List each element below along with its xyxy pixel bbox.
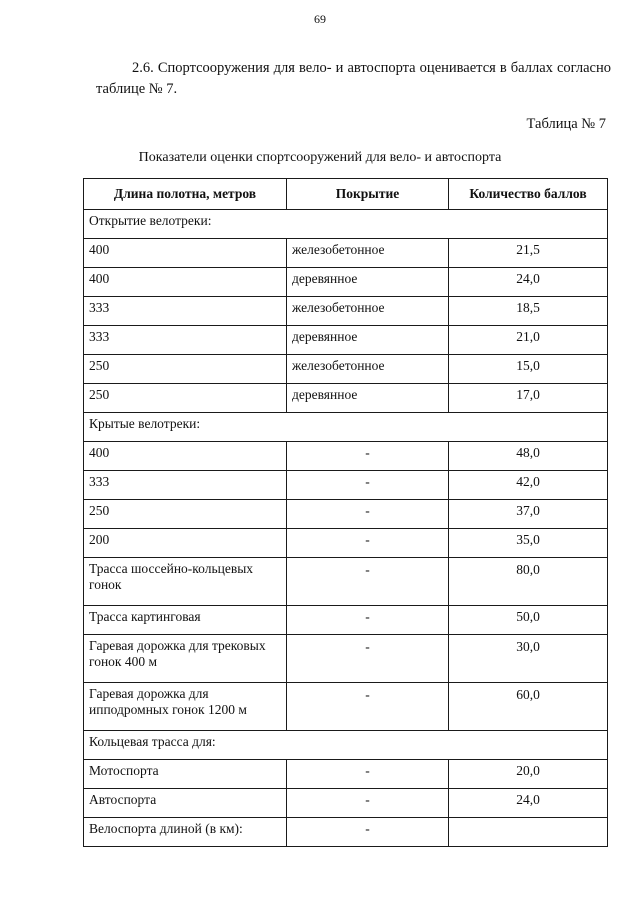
cell-cover: железобетонное: [287, 297, 449, 326]
cell-cover: -: [287, 789, 449, 818]
cell-length: 400: [84, 268, 287, 297]
scoring-table: [83, 178, 608, 847]
cell-cover: -: [287, 529, 449, 558]
cell-cover: -: [287, 558, 449, 606]
cell-points: [449, 818, 608, 847]
cell-points: 20,0: [449, 760, 608, 789]
cell-length: 250: [84, 500, 287, 529]
section-covered-tracks: Крытые велотреки:: [84, 413, 608, 442]
cell-length: Автоспорта: [84, 789, 287, 818]
cell-length: Велоспорта длиной (в км):: [84, 818, 287, 847]
cell-cover: -: [287, 442, 449, 471]
cell-points: 24,0: [449, 268, 608, 297]
cell-cover: -: [287, 500, 449, 529]
cell-points: 18,5: [449, 297, 608, 326]
table-caption: Показатели оценки спортсооружений для вело- и автоспорта: [138, 150, 502, 165]
cell-cover: -: [287, 760, 449, 789]
cell-length: 400: [84, 239, 287, 268]
cell-cover: деревянное: [287, 268, 449, 297]
table-row: [84, 529, 608, 558]
cell-cover: -: [287, 471, 449, 500]
cell-cover: железобетонное: [287, 355, 449, 384]
page-number: 69: [314, 12, 326, 26]
cell-points: 37,0: [449, 500, 608, 529]
cell-length: 250: [84, 355, 287, 384]
cell-cover: деревянное: [287, 326, 449, 355]
cell-cover: -: [287, 606, 449, 635]
header-length: Длина полотна, метров: [84, 179, 287, 210]
table-row: [84, 760, 608, 789]
table-row: [84, 606, 608, 635]
table-row: [84, 355, 608, 384]
cell-points: 80,0: [449, 558, 608, 606]
cell-length: 333: [84, 326, 287, 355]
table-row: [84, 239, 608, 268]
cell-cover: -: [287, 683, 449, 731]
table-row: [84, 471, 608, 500]
cell-cover: -: [287, 818, 449, 847]
table-row: [84, 442, 608, 471]
table-row: [84, 818, 608, 847]
cell-points: 24,0: [449, 789, 608, 818]
table-row: [84, 635, 608, 683]
cell-cover: -: [287, 635, 449, 683]
table-label: Таблица № 7: [526, 116, 606, 132]
cell-points: 17,0: [449, 384, 608, 413]
cell-points: 48,0: [449, 442, 608, 471]
cell-length: Трасса шоссейно-кольцевых гонок: [84, 558, 287, 606]
cell-length: Гаревая дорожка для ипподромных гонок 1200 м: [84, 683, 287, 731]
table-row: [84, 683, 608, 731]
table-row: [84, 789, 608, 818]
cell-length: 200: [84, 529, 287, 558]
cell-length: Мотоспорта: [84, 760, 287, 789]
cell-points: 21,0: [449, 326, 608, 355]
header-cover: Покрытие: [287, 179, 449, 210]
table-header-row: [84, 179, 608, 210]
cell-length: 250: [84, 384, 287, 413]
intro-paragraph: 2.6. Спортсооружения для вело- и автоспорта оценивается в баллах согласно таблице № 7.: [96, 60, 611, 97]
header-points: Количество баллов: [449, 179, 608, 210]
cell-points: 15,0: [449, 355, 608, 384]
cell-length: Трасса картинговая: [84, 606, 287, 635]
section-open-tracks: Открытие велотреки:: [84, 210, 608, 239]
cell-points: 30,0: [449, 635, 608, 683]
cell-length: Гаревая дорожка для трековых гонок 400 м: [84, 635, 287, 683]
cell-cover: железобетонное: [287, 239, 449, 268]
cell-points: 60,0: [449, 683, 608, 731]
cell-points: 21,5: [449, 239, 608, 268]
table-row: [84, 268, 608, 297]
table-row: [84, 500, 608, 529]
section-ring-track: Кольцевая трасса для:: [84, 731, 608, 760]
table-row: [84, 384, 608, 413]
table-row: [84, 326, 608, 355]
table-row: [84, 558, 608, 606]
cell-length: 400: [84, 442, 287, 471]
cell-length: 333: [84, 297, 287, 326]
cell-points: 42,0: [449, 471, 608, 500]
cell-length: 333: [84, 471, 287, 500]
table-row: [84, 297, 608, 326]
cell-points: 35,0: [449, 529, 608, 558]
cell-cover: деревянное: [287, 384, 449, 413]
cell-points: 50,0: [449, 606, 608, 635]
